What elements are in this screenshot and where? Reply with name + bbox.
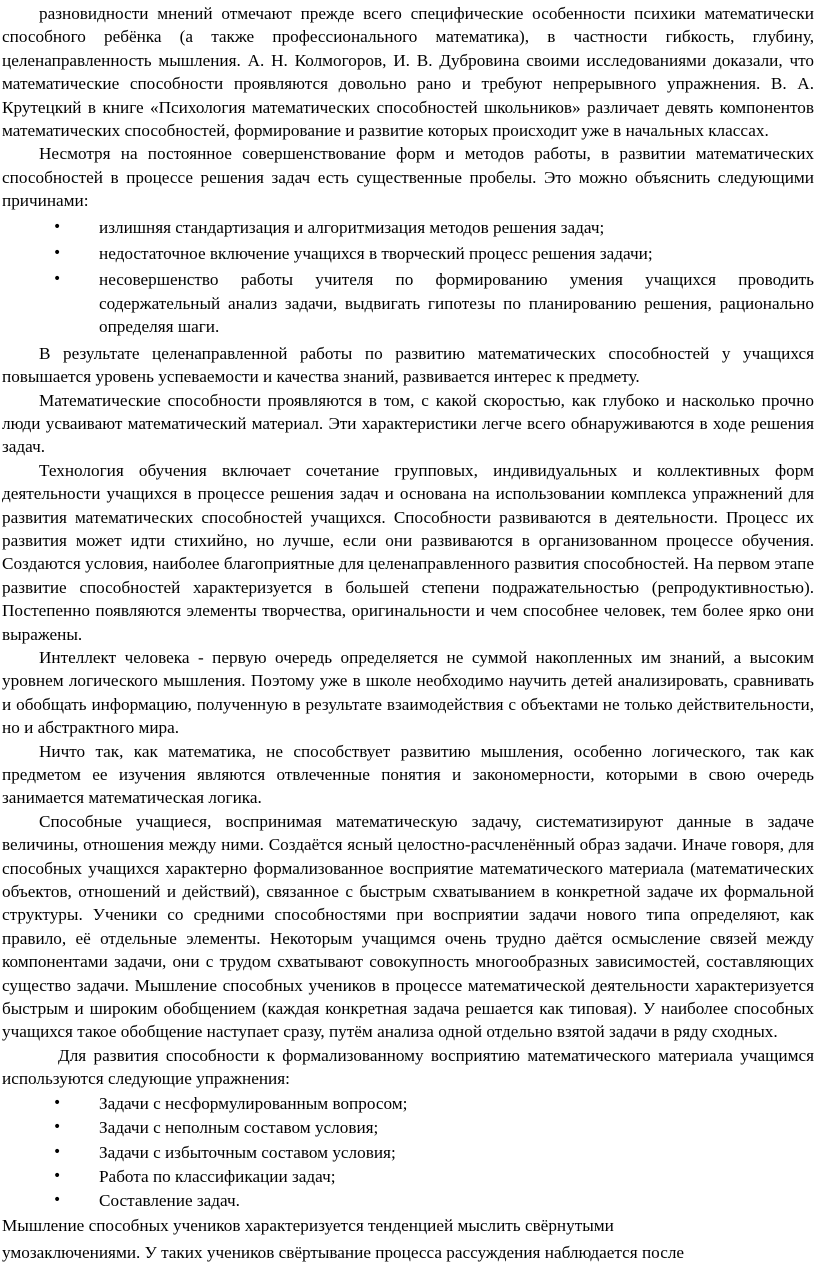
list-item [2, 1141, 814, 1164]
bullet-icon: • [53, 245, 62, 262]
list-item [2, 268, 814, 338]
list-item-text: недостаточное включение учащихся в творческий процесс решения задачи; [99, 244, 653, 264]
bullet-icon: • [53, 1167, 62, 1184]
list-item-text: Задачи с неполным составом условия; [99, 1118, 379, 1138]
paragraph-abilities: Математические способности проявляются в том, с какой скоростью, как глубоко и насколько прочно люди усваивают математический материал. Эти характеристики легче всего обнаруживаются в ходе решения задач. [2, 390, 814, 457]
paragraph-gaps: Несмотря на постоянное совершенствование форм и методов работы, в развитии математических способностей в процессе решения задач есть существенные пробелы. Это можно объяснить следующими причинами: [2, 144, 814, 211]
list-item [2, 1116, 814, 1139]
paragraph-capable-students: Способные учащиеся, воспринимая математическую задачу, систематизируют данные в задаче величины, отношения между ними. Создаётся ясный целостно-расчленённый образ задачи. Иначе говоря, для способных учащихся характерно формализованное восприятие математического материала (математических объектов, отношений и действий), связанное с быстрым схватыванием в конкретной задаче их формальной структуры. Ученики со средними способностями при восприятии задачи нового типа определяют, как правило, её отдельные элементы. Некоторым учащимся очень трудно даётся осмысление связей между компонентами задачи, они с трудом схватывают совокупность многообразных зависимостей, составляющих существо задачи. Мышление способных учеников в процессе математической деятельности характеризуется быстрым и широким обобщением (каждая конкретная задача решается как типовая). У наиболее способных учащихся такое обобщение наступает сразу, путём анализа одной отдельно взятой задачи в ряду сходных. [2, 811, 814, 1042]
reasons-list [2, 216, 814, 339]
bullet-icon: • [53, 1119, 62, 1136]
list-item-text: Задачи с несформулированным вопросом; [99, 1093, 408, 1113]
paragraph-result: В результате целенаправленной работы по развитию математических способностей у учащихся повышается уровень успеваемости и качества знаний, развивается интерес к предмету. [2, 343, 814, 387]
paragraph-opinions: разновидности мнений отмечают прежде всего специфические особенности психики математически способного ребёнка (а также профессионального математика), в частности гибкость, глубину, целенаправленность мышления. А. Н. Колмогоров, И. В. Дубровина своими исследованиями доказали, что математические способности проявляются довольно рано и требуют непрерывного упражнения. В. А. Крутецкий в книге «Психология математических способностей школьников» различает девять компонентов математических способностей, формирование и развитие которых происходит уже в начальных классах. [2, 4, 814, 141]
paragraph-folded-thinking-line1: Мышление способных учеников характеризуется тенденцией мыслить свёрнутыми [2, 1215, 614, 1235]
exercises-list [2, 1092, 814, 1213]
paragraph-folded-thinking-line2: умозаключениями. У таких учеников свёртывание процесса рассуждения наблюдается после [2, 1243, 685, 1263]
bullet-icon: • [53, 1094, 62, 1111]
list-item [2, 1092, 814, 1115]
list-item-text: Задачи с избыточным составом условия; [99, 1142, 396, 1162]
list-item-text: излишняя стандартизация и алгоритмизация методов решения задач; [99, 217, 605, 237]
bullet-icon: • [53, 271, 62, 288]
bullet-icon: • [53, 218, 62, 235]
paragraph-technology: Технология обучения включает сочетание групповых, индивидуальных и коллективных форм деятельности учащихся в процессе решения задач и основана на использовании комплекса упражнений для развития математических способностей учащихся. Способности развиваются в деятельности. Процесс их развития может идти стихийно, но лучше, если они развиваются в организованном процессе обучения. Создаются условия, наиболее благоприятные для целенаправленного развития способностей. На первом этапе развитие способностей характеризуется в большей степени подражательностью (репродуктивностью). Постепенно появляются элементы творчества, оригинальности и чем способнее человек, тем более ярко они выражены. [2, 460, 814, 644]
paragraph-exercises-intro: Для развития способности к формализованному восприятию математического материала учащимся используются следующие упражнения: [2, 1045, 814, 1089]
bullet-icon: • [53, 1192, 62, 1209]
list-item-text: Работа по классификации задач; [99, 1166, 336, 1186]
list-item-text: несовершенство работы учителя по формированию умения учащихся проводить содержательный анализ задачи, выдвигать гипотезы по планированию решения, рационально определяя шаги. [99, 270, 814, 337]
bullet-icon: • [53, 1143, 62, 1160]
list-item-text: Составление задач. [99, 1191, 240, 1211]
list-item [2, 1189, 814, 1212]
list-item [2, 216, 814, 239]
list-item [2, 1165, 814, 1188]
list-item [2, 242, 814, 265]
paragraph-logic: Ничто так, как математика, не способствует развитию мышления, особенно логического, так как предметом ее изучения являются отвлеченные понятия и закономерности, которыми в свою очередь занимается математическая логика. [2, 741, 814, 808]
paragraph-intellect: Интеллект человека - первую очередь определяется не суммой накопленных им знаний, а высоким уровнем логического мышления. Поэтому уже в школе необходимо научить детей анализировать, сравнивать и обобщать информацию, полученную в результате взаимодействия с объектами не только действительности, но и абстрактного мира. [2, 647, 814, 738]
